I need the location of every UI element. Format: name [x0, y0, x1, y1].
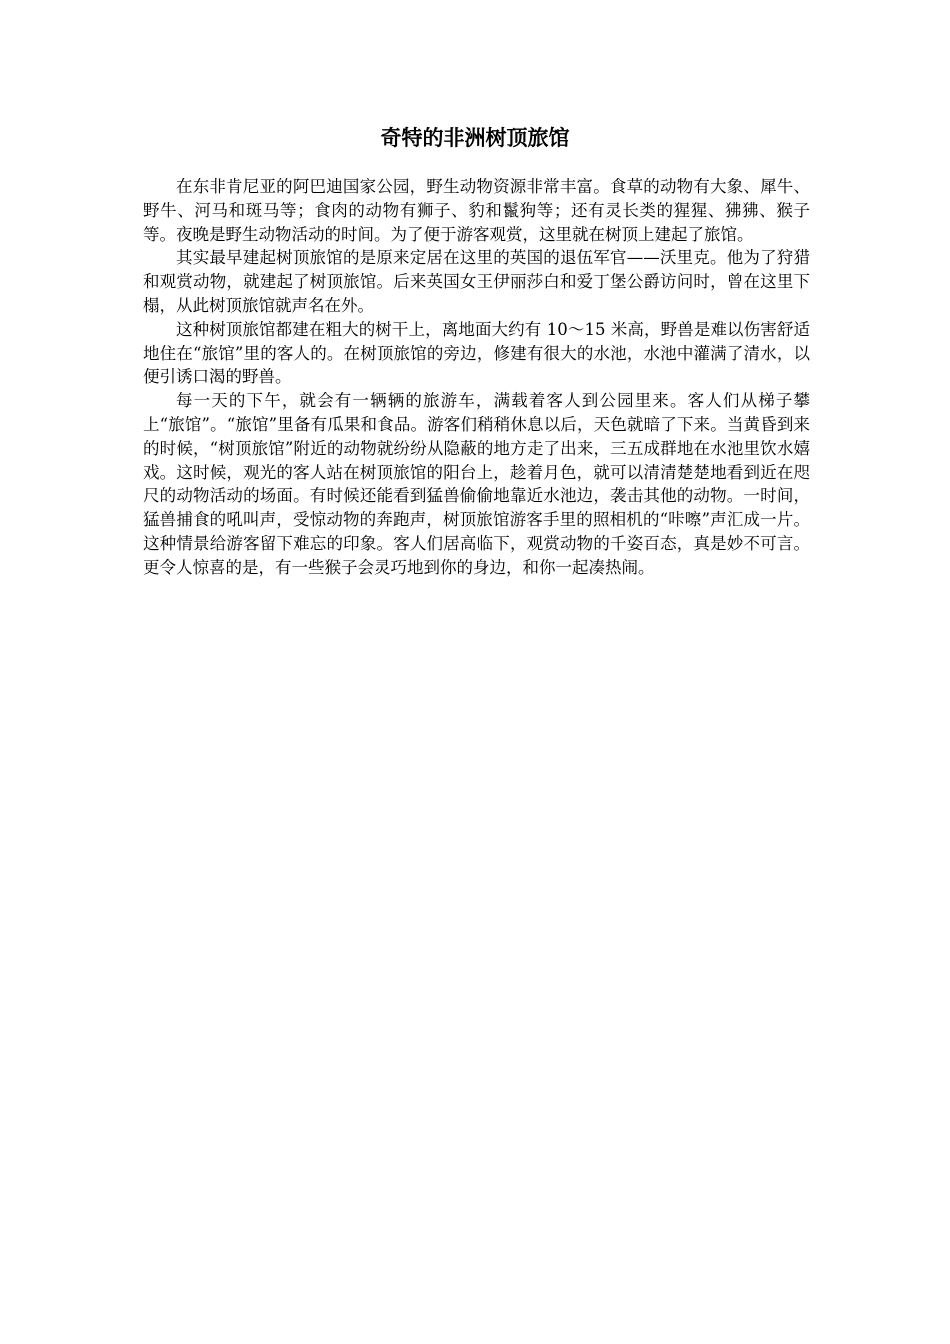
paragraph-4: 每一天的下午，就会有一辆辆的旅游车，满载着客人到公园里来。客人们从梯子攀上“旅馆”。“旅馆”里备有瓜果和食品。游客们稍稍休息以后，天色就暗了下来。当黄昏到来的时候，“树顶旅馆”附近的动物就纷纷从隐蔽的地方走了出来，三五成群地在水池里饮水嬉戏。这时候，观光的客人站在树顶旅馆的阳台上，趁着月色，就可以清清楚楚地看到近在咫尺的动物活动的场面。有时候还能看到猛兽偷偷地靠近水池边，袭击其他的动物。一时间，猛兽捕食的吼叫声，受惊动物的奔跑声，树顶旅馆游客手里的照相机的“咔嚓”声汇成一片。这种情景给游客留下难忘的印象。客人们居高临下，观赏动物的千姿百态，真是妙不可言。更令人惊喜的是，有一些猴子会灵巧地到你的身边，和你一起凑热闹。: [143, 391, 810, 577]
paragraph-1: 在东非肯尼亚的阿巴迪国家公园，野生动物资源非常丰富。食草的动物有大象、犀牛、野牛、河马和斑马等；食肉的动物有狮子、豹和鬣狗等；还有灵长类的猩猩、狒狒、猴子等。夜晚是野生动物活动的时间。为了便于游客观赏，这里就在树顶上建起了旅馆。: [143, 177, 810, 244]
document-body: [143, 175, 810, 580]
paragraph-3: 这种树顶旅馆都建在粗大的树干上，离地面大约有 10～15 米高，野兽是难以伤害舒适地住在“旅馆”里的客人的。在树顶旅馆的旁边，修建有很大的水池，水池中灌满了清水，以便引诱口渴的野兽。: [143, 319, 810, 387]
document-title: 奇特的非洲树顶旅馆: [380, 126, 570, 150]
paragraph-2: 其实最早建起树顶旅馆的是原来定居在这里的英国的退伍军官——沃里克。他为了狩猎和观赏动物，就建起了树顶旅馆。后来英国女王伊丽莎白和爱丁堡公爵访问时，曾在这里下榻，从此树顶旅馆就声名在外。: [143, 248, 810, 315]
